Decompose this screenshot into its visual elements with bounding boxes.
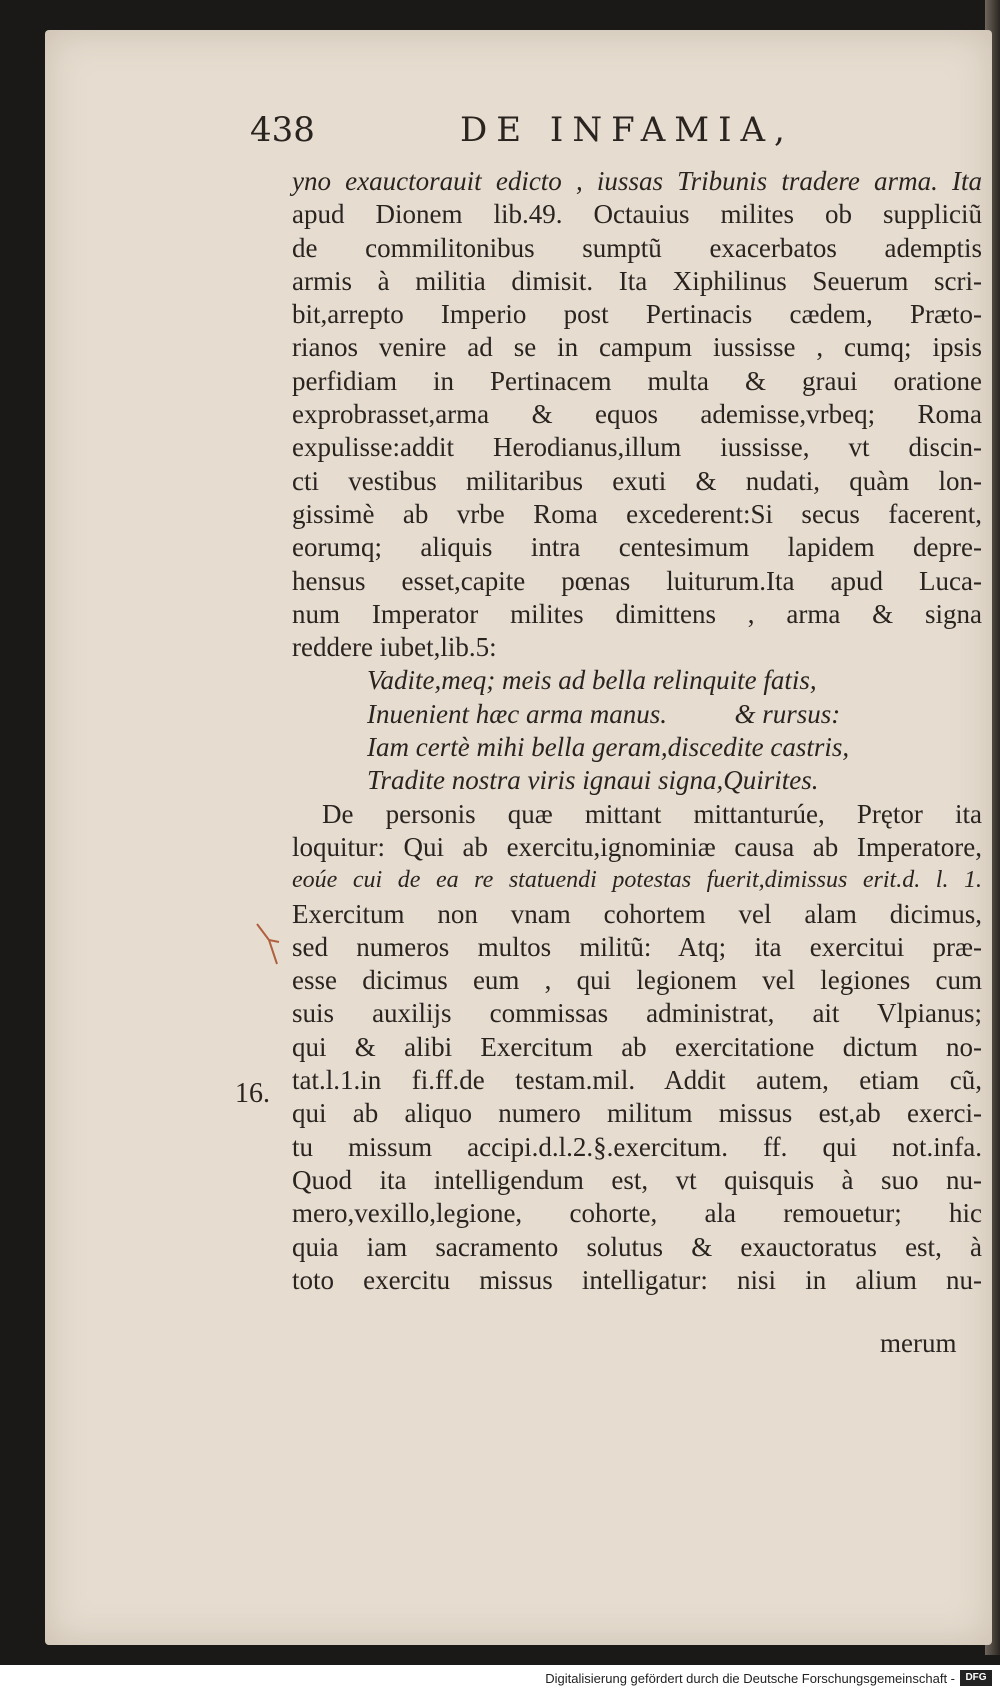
text-line: expulisse:addit Herodianus,illum iussisse, vt discin- [292,432,982,463]
verse-line: Vadite,meq; meis ad bella relinquite fatis, [367,665,817,696]
text-line: yno exauctorauit edicto , iussas Tribunis tradere arma. Ita [292,166,982,196]
text-line: tu missum accipi.d.l.2.§.exercitum. ff. qui not.infa. [292,1131,982,1162]
text-line: qui & alibi Exercitum ab exercitatione dictum no- [292,1031,982,1062]
footer-credit: Digitalisierung gefördert durch die Deutsche Forschungsgemeinschaft - [545,1671,955,1686]
text-line: toto exercitu missus intelligatur: nisi in alium nu- [292,1264,982,1295]
catchword: merum [880,1328,957,1358]
text-line: loquitur: Qui ab exercitu,ignominiæ causa ab Imperatore, [292,831,982,862]
text-line: eorumq; aliquis intra centesimum lapidem depre- [292,532,982,563]
text-line: exprobrasset,arma & equos ademisse,vrbeq; Roma [292,399,982,430]
text-line: apud Dionem lib.49. Octauius milites ob suppliciũ [292,199,982,230]
text-line: de commilitonibus sumptũ exacerbatos ademptis [292,232,982,263]
verse-line: Tradite nostra viris ignaui signa,Quirites. [367,765,819,796]
dfg-logo-icon: DFG [960,1670,992,1686]
running-head-title: DE INFAMIA, [460,110,794,150]
text-line: num Imperator milites dimittens , arma & signa [292,598,982,629]
text-line: Quod ita intelligendum est, vt quisquis à suo nu- [292,1164,982,1195]
text-line: suis auxilijs commissas administrat, ait Vlpianus; [292,998,982,1029]
margin-note: 16. [235,1078,270,1109]
text-line: De personis quæ mittant mittanturúe, Prętor ita [322,798,982,829]
text-line: quia iam sacramento solutus & exauctoratus est, à [292,1231,982,1262]
page-number: 438 [250,110,315,150]
verse-line: Iam certè mihi bella geram,discedite castris, [367,732,850,763]
margin-pen-mark [255,922,285,967]
text-line: armis à militia dimisit. Ita Xiphilinus Seuerum scri- [292,265,982,296]
text-line: gissimè ab vrbe Roma excederent:Si secus facerent, [292,498,982,529]
text-line: sed numeros multos militũ: Atq; ita exercitui præ- [292,931,982,962]
text-line: perfidiam in Pertinacem multa & graui oratione [292,365,982,396]
text-line: qui ab aliquo numero militum missus est,ab exerci- [292,1098,982,1129]
running-header [250,110,980,160]
text-line: eoúe cui de ea re statuendi potestas fuerit,dimissus erit.d. l. 1. [292,867,982,894]
text-line: hensus esset,capite pœnas luiturum.Ita apud Luca- [292,565,982,596]
footer-bar [0,1665,1000,1695]
body-text [292,165,982,1297]
text-line: mero,vexillo,legione, cohorte, ala remouetur; hic [292,1198,982,1229]
text-line: Exercitum non vnam cohortem vel alam dicimus, [292,898,982,929]
text-line: esse dicimus eum , qui legionem vel legiones cum [292,965,982,996]
verse-line: Inuenient hæc arma manus. & rursus: [367,698,841,729]
text-line: rianos venire ad se in campum iussisse , cumq; ipsis [292,332,982,363]
text-line: cti vestibus militaribus exuti & nudati, quàm lon- [292,465,982,496]
text-line: tat.l.1.in fi.ff.de testam.mil. Addit autem, etiam cũ, [292,1065,982,1096]
text-line: reddere iubet,lib.5: [292,632,497,663]
text-line: bit,arrepto Imperio post Pertinacis cædem, Prætо- [292,299,982,330]
